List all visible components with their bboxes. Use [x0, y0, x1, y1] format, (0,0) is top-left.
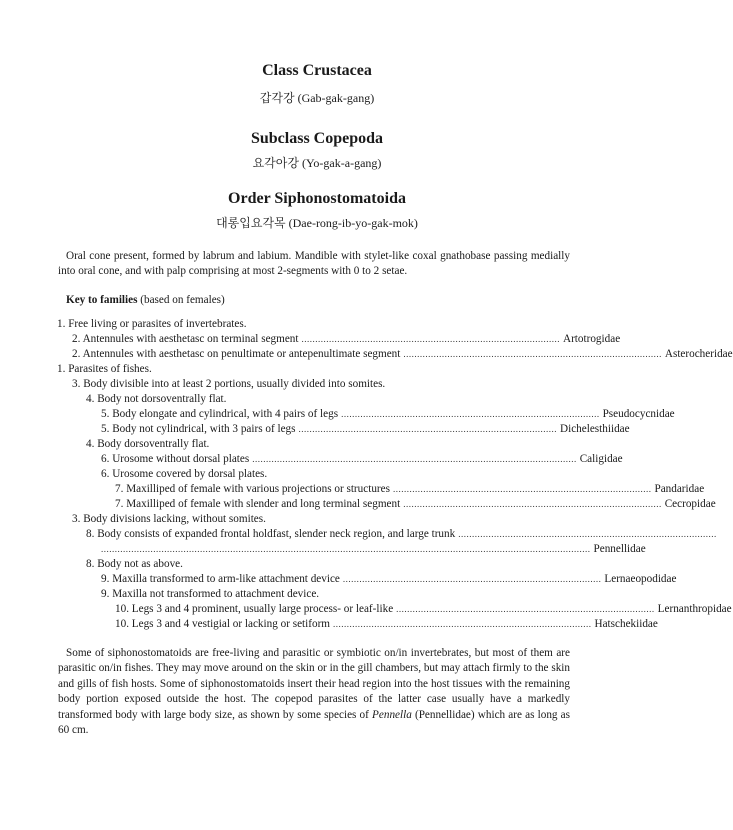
genus-name: Pennella [372, 708, 412, 721]
leader-dots: .............................................................................................. [392, 484, 652, 494]
key-title [66, 294, 225, 306]
class-title: Class Crustacea [262, 62, 372, 79]
key-line: 2. Antennules with aesthetasc on penultimate or antepenultimate segment .............................................................................................. Asterocheridae [72, 348, 733, 360]
key-line: 9. Maxilla not transformed to attachment device. [101, 588, 320, 600]
leader-dots: .............................................................................................. [458, 529, 717, 539]
key-line: 3. Body divisions lacking, without somites. [72, 513, 266, 525]
family-name: Hatschekiidae [594, 618, 658, 630]
family-name: Lernaeopodidae [604, 573, 677, 585]
key-line: 4. Body not dorsoventrally flat. [86, 393, 227, 405]
leader-dots: .............................................................................................. [301, 334, 560, 344]
key-line [101, 542, 646, 557]
key-line: 4. Body dorsoventrally flat. [86, 438, 210, 450]
key-title-bold: Key to families [66, 294, 138, 306]
leader-dots: .................................................................................................................................................................................. [101, 544, 591, 554]
key-title-rest: (based on females) [137, 294, 225, 306]
key-line: 10. Legs 3 and 4 vestigial or lacking or setiform .............................................................................................. Hatschekiidae [115, 618, 658, 630]
key-line: 8. Body consists of expanded frontal holdfast, slender neck region, and large trunk .............................................................................................. [86, 528, 717, 540]
family-name: Asterocheridae [664, 348, 733, 360]
key-line: 1. Free living or parasites of invertebrates. [57, 318, 247, 330]
key-line: 3. Body divisible into at least 2 portions, usually divided into somites. [72, 378, 386, 390]
family-name: Dichelesthiidae [560, 423, 630, 435]
key-line: 1. Parasites of fishes. [57, 363, 152, 375]
leader-dots: .............................................................................................. [298, 424, 558, 434]
family-name: Lernanthropidae [657, 603, 732, 615]
key-line: 5. Body not cylindrical, with 3 pairs of legs .............................................................................................. Dichelesthiidae [101, 423, 630, 435]
leader-dots: .............................................................................................. [396, 604, 655, 614]
key-line: 8. Body not as above. [86, 558, 183, 570]
family-name: Pennellidae [593, 543, 646, 555]
class-korean-name: 갑각강 (Gab-gak-gang) [259, 91, 375, 105]
key-line: 6. Urosome without dorsal plates ...................................................................................................................... Caligidae [101, 453, 623, 465]
closing-paragraph: Some of siphonostomatoids are free-living and parasitic or symbiotic on/in invertebrates, but most of them are parasitic on/in fishes. They may move around on the skin or in the gill chambers, but may attach firmly to the skin and gills of fish hosts. Some of siphonostomatoids insert their head region into the host tissues with the remaining body portion exposed outside the host. The copepod parasites of the latter case usually have a markedly transformed body with large body size, as shown by some species of Pennella (Pennellidae) which are as long as 60 cm. [58, 647, 570, 737]
subclass-korean-name: 요각아강 (Yo-gak-a-gang) [252, 156, 382, 170]
key-line: 7. Maxilliped of female with slender and long terminal segment .............................................................................................. Cecropidae [115, 498, 716, 510]
key-line: 9. Maxilla transformed to arm-like attachment device .............................................................................................. Lernaeopodidae [101, 573, 677, 585]
family-name: Caligidae [579, 453, 623, 465]
key-line: 7. Maxilliped of female with various projections or structures .............................................................................................. Pandaridae [115, 483, 705, 495]
family-name: Artotrogidae [563, 333, 621, 345]
intro-paragraph: Oral cone present, formed by labrum and labium. Mandible with stylet-like coxal gnathobase passing medially into oral cone, and with palp comprising at most 2-segments with 0 to 2 setae. [58, 250, 570, 278]
key-line: 2. Antennules with aesthetasc on terminal segment .............................................................................................. Artotrogidae [72, 333, 621, 345]
leader-dots: .............................................................................................. [342, 574, 602, 584]
leader-dots: ...................................................................................................................... [252, 454, 577, 464]
leader-dots: .............................................................................................. [341, 409, 600, 419]
family-name: Pseudocycnidae [602, 408, 675, 420]
key-line: 5. Body elongate and cylindrical, with 4 pairs of legs .............................................................................................. Pseudocycnidae [101, 408, 675, 420]
leader-dots: .............................................................................................. [333, 619, 592, 629]
order-korean-name: 대롱입요각목 (Dae-rong-ib-yo-gak-mok) [216, 216, 418, 230]
order-title: Order Siphonostomatoida [228, 190, 406, 207]
family-name: Pandaridae [654, 483, 705, 495]
key-line: 10. Legs 3 and 4 prominent, usually large process- or leaf-like .............................................................................................. Lernanthropidae [115, 603, 732, 615]
subclass-title: Subclass Copepoda [250, 130, 384, 147]
family-name: Cecropidae [664, 498, 716, 510]
leader-dots: .............................................................................................. [403, 349, 662, 359]
key-line: 6. Urosome covered by dorsal plates. [101, 468, 268, 480]
leader-dots: .............................................................................................. [403, 499, 662, 509]
